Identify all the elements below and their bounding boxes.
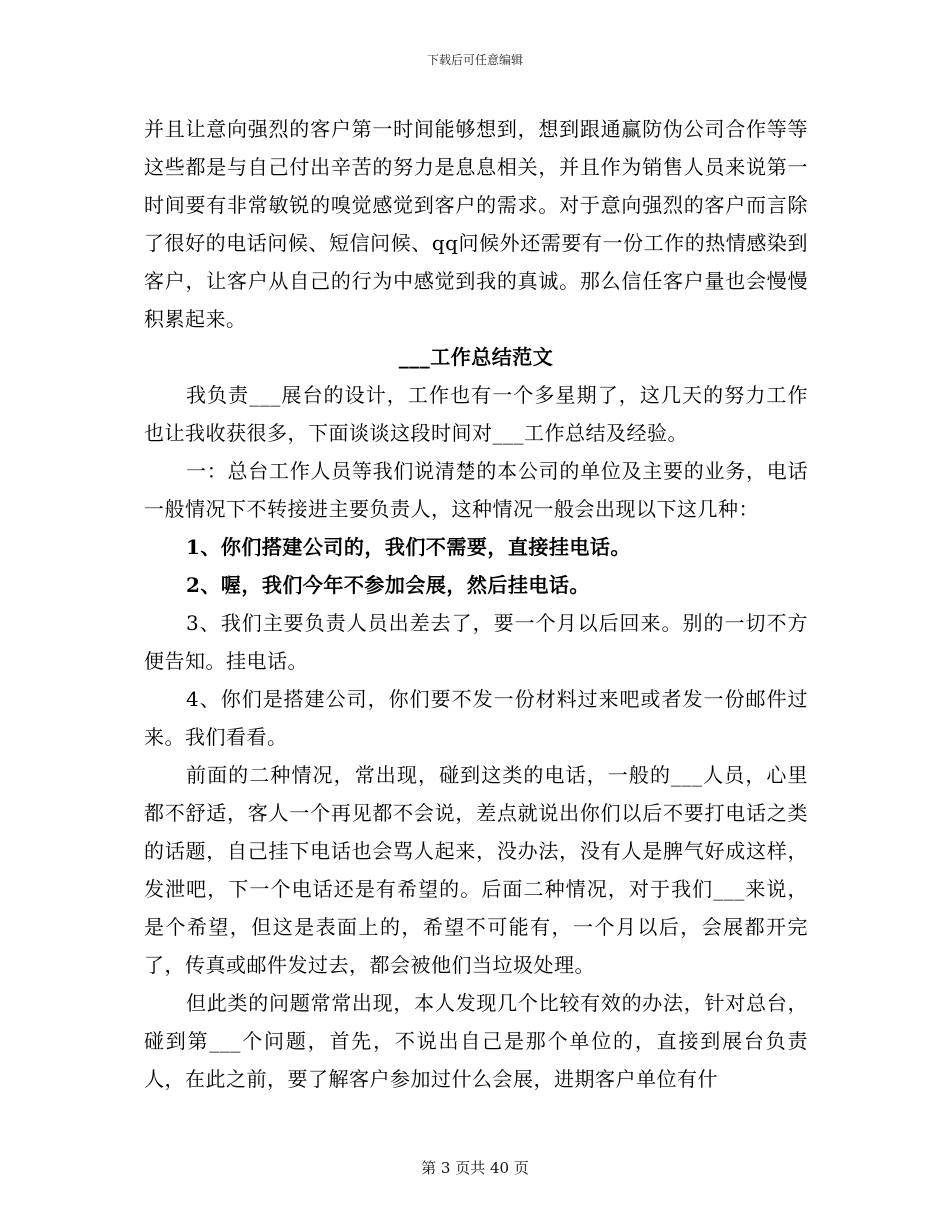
paragraph-solution: 但此类的问题常常出现，本人发现几个比较有效的办法，针对总台，碰到第___个问题，首先，不说出自己是那个单位的，直接到展台负责人，在此之前，要了解客户参加过什么会展，进期客户单位有什 — [144, 991, 808, 1091]
list-item-4: 4、你们是搭建公司，你们要不发一份材料过来吧或者发一份邮件过来。我们看看。 — [144, 687, 808, 749]
section-title: ___工作总结范文 — [398, 345, 554, 369]
paragraph-point-one: 一：总台工作人员等我们说清楚的本公司的单位及主要的业务，电话一般情况下不转接进主要负责人，这种情况一般会出现以下这几种： — [144, 459, 808, 521]
list-item-1: 1、你们搭建公司的，我们不需要，直接挂电话。 — [186, 535, 631, 559]
list-item-2: 2、喔，我们今年不参加会展，然后挂电话。 — [186, 573, 590, 597]
paragraph-intro: 我负责___展台的设计，工作也有一个多星期了，这几天的努力工作也让我收获很多，下面谈谈这段时间对___工作总结及经验。 — [144, 383, 808, 445]
list-item-3: 3、我们主要负责人员出差去了，要一个月以后回来。别的一切不方便告知。挂电话。 — [144, 611, 808, 673]
paragraph-analysis: 前面的二种情况，常出现，碰到这类的电话，一般的___人员，心里都不舒适，客人一个再见都不会说，差点就说出你们以后不要打电话之类的话题，自己挂下电话也会骂人起来，没办法，没有人是脾气好成这样，发泄吧，下一个电话还是有希望的。后面二种情况，对于我们___来说，是个希望，但这是表面上的，希望不可能有，一个月以后，会展都开完了，传真或邮件发过去，都会被他们当垃圾处理。 — [144, 763, 808, 977]
document-body — [144, 110, 808, 1098]
page-number: 第 3 页共 40 页 — [421, 1159, 529, 1177]
paragraph-continuation: 并且让意向强烈的客户第一时间能够想到，想到跟通赢防伪公司合作等等这些都是与自己付出辛苦的努力是息息相关，并且作为销售人员来说第一时间要有非常敏锐的嗅觉感觉到客户的需求。对于意向强烈的客户而言除了很好的电话问候、短信问候、qq问候外还需要有一份工作的热情感染到客户，让客户从自己的行为中感觉到我的真诚。那么信任客户量也会慢慢积累起来。 — [144, 117, 808, 331]
page-header-note: 下载后可任意编辑 — [426, 53, 523, 67]
